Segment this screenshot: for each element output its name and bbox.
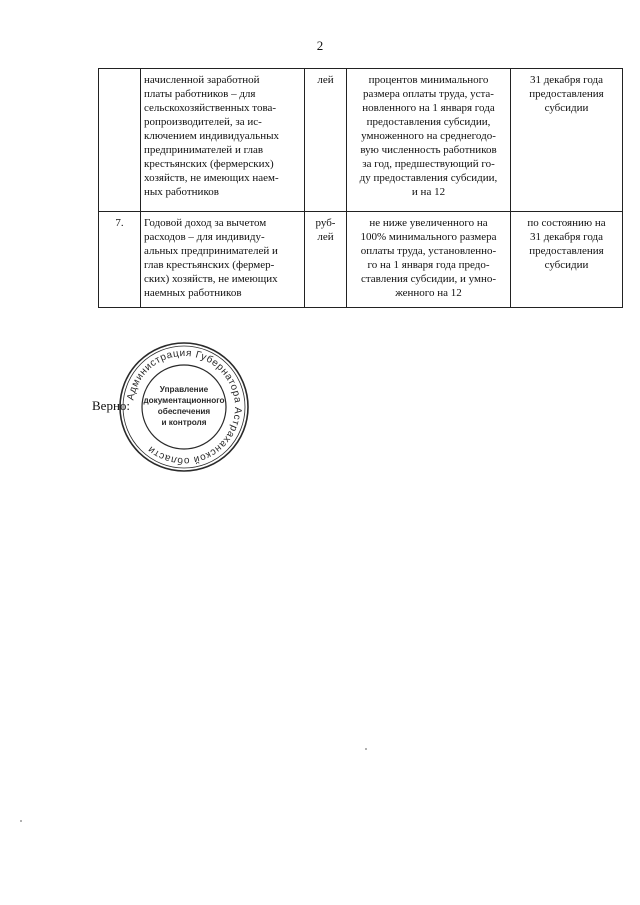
- seal-center-line: Управление: [159, 385, 209, 394]
- scan-artifact: [20, 820, 22, 822]
- unit-cell: лей: [305, 69, 347, 212]
- scan-artifact: [365, 748, 367, 750]
- date-cell: по состоянию на 31 декабря года предоставления субсидии: [511, 212, 623, 308]
- requirements-table: [98, 68, 623, 308]
- certification-label: Верно:: [92, 398, 131, 413]
- seal-ring-text: Администрация Губернатора Астраханской области: [125, 347, 244, 467]
- criterion-value-cell: не ниже увеличенного на 100% минимального размера оплаты труда, установленно- го на 1 января года предо- ставления субсидии, и умно- женного на 12: [347, 212, 511, 308]
- criterion-value-cell: процентов минимального размера оплаты труда, уста- новленного на 1 января года предоставления субсидии, умноженного на среднегодо- вую численность работников за год, предшествующий го- ду предоставления субсидии, и на 12: [347, 69, 511, 212]
- table-row: [99, 212, 623, 308]
- seal-center-line: документационного: [143, 396, 225, 405]
- unit-cell: руб- лей: [305, 212, 347, 308]
- date-cell: 31 декабря года предоставления субсидии: [511, 69, 623, 212]
- row-number-cell: [99, 69, 141, 212]
- row-number-cell: 7.: [99, 212, 141, 308]
- page-number: 2: [316, 38, 324, 53]
- official-seal-stamp: [117, 340, 251, 474]
- table-row: [99, 69, 623, 212]
- indicator-name-cell: Годовой доход за вычетом расходов – для индивиду- альных предпринимателей и глав крестьянских (фермер- ских) хозяйств, не имеющих наемных работников: [141, 212, 305, 308]
- seal-center-line: и контроля: [161, 418, 207, 427]
- indicator-name-cell: начисленной заработной платы работников – для сельскохозяйственных това- ропроизводителей, за ис- ключением индивидуальных предпринимателей и глав крестьянских (фермерских) хозяйств, не имеющих наем- ных работников: [141, 69, 305, 212]
- seal-center-line: обеспечения: [157, 407, 211, 416]
